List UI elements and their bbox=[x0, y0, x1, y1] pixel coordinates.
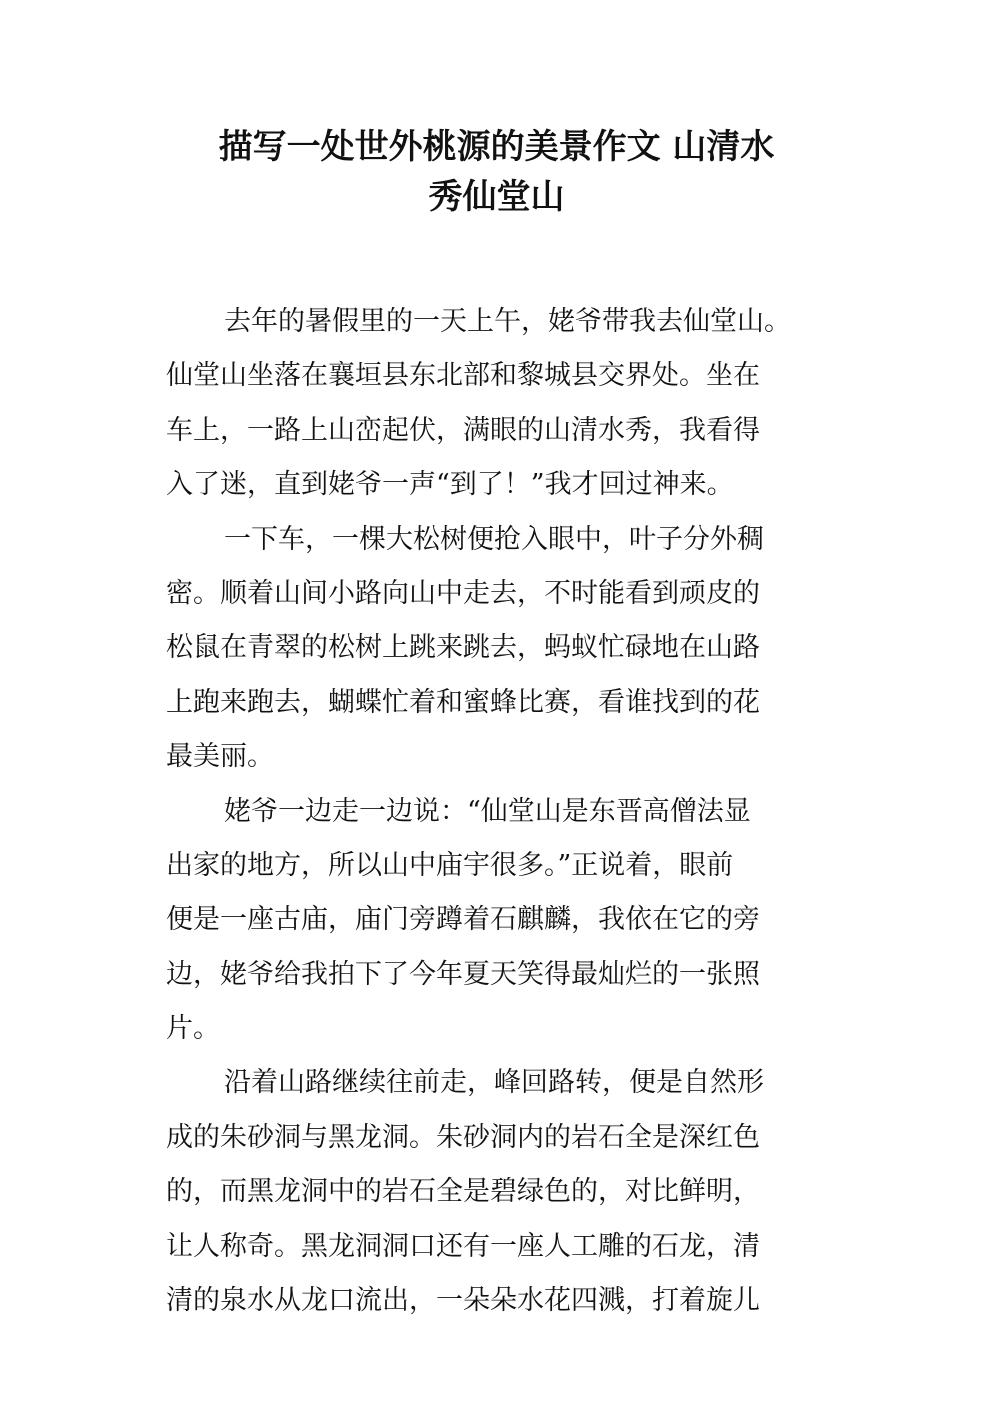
text-line: 片。 bbox=[166, 1013, 220, 1045]
text-line: 成的朱砂洞与黑龙洞。朱砂洞内的岩石全是深红色 bbox=[166, 1121, 760, 1153]
text-line: 仙堂山坐落在襄垣县东北部和黎城县交界处。坐在 bbox=[166, 360, 760, 392]
text-line: 便是一座古庙，庙门旁蹲着石麒麟，我依在它的旁 bbox=[166, 904, 760, 936]
document-title bbox=[150, 122, 843, 222]
paragraph-1 bbox=[166, 295, 830, 513]
text-line: 去年的暑假里的一天上午，姥爷带我去仙堂山。 bbox=[224, 306, 791, 337]
text-line: 的，而黑龙洞中的岩石全是碧绿色的，对比鲜明， bbox=[166, 1176, 760, 1208]
article-body bbox=[166, 295, 830, 1328]
text-line: 入了迷，直到姥爷一声“到了！”我才回过神来。 bbox=[166, 469, 734, 501]
text-line: 沿着山路继续往前走，峰回路转，便是自然形 bbox=[224, 1067, 764, 1099]
text-line: 出家的地方，所以山中庙宇很多。”正说着，眼前 bbox=[166, 849, 734, 881]
paragraph-3 bbox=[166, 785, 830, 1057]
title-line: 秀仙堂山 bbox=[428, 177, 565, 217]
text-line: 松鼠在青翠的松树上跳来跳去，蚂蚁忙碌地在山路 bbox=[166, 632, 760, 664]
text-line: 密。顺着山间小路向山中走去，不时能看到顽皮的 bbox=[166, 577, 760, 609]
text-line: 车上，一路上山峦起伏，满眼的山清水秀，我看得 bbox=[166, 414, 760, 446]
text-line: 上跑来跑去，蝴蝶忙着和蜜蜂比赛，看谁找到的花 bbox=[166, 686, 760, 718]
paragraph-2 bbox=[166, 513, 830, 785]
text-line: 边，姥爷给我拍下了今年夏天笑得最灿烂的一张照 bbox=[166, 958, 760, 990]
title-line: 描写一处世外桃源的美景作文 山清水 bbox=[218, 127, 775, 167]
text-line: 清的泉水从龙口流出，一朵朵水花四溅，打着旋儿 bbox=[166, 1285, 760, 1317]
text-line: 一下车，一棵大松树便抢入眼中，叶子分外稠 bbox=[224, 523, 764, 555]
paragraph-4 bbox=[166, 1056, 830, 1328]
text-line: 姥爷一边走一边说：“仙堂山是东晋高僧法显 bbox=[224, 795, 751, 827]
text-line: 最美丽。 bbox=[166, 741, 274, 773]
text-line: 让人称奇。黑龙洞洞口还有一座人工雕的石龙，清 bbox=[166, 1230, 760, 1262]
